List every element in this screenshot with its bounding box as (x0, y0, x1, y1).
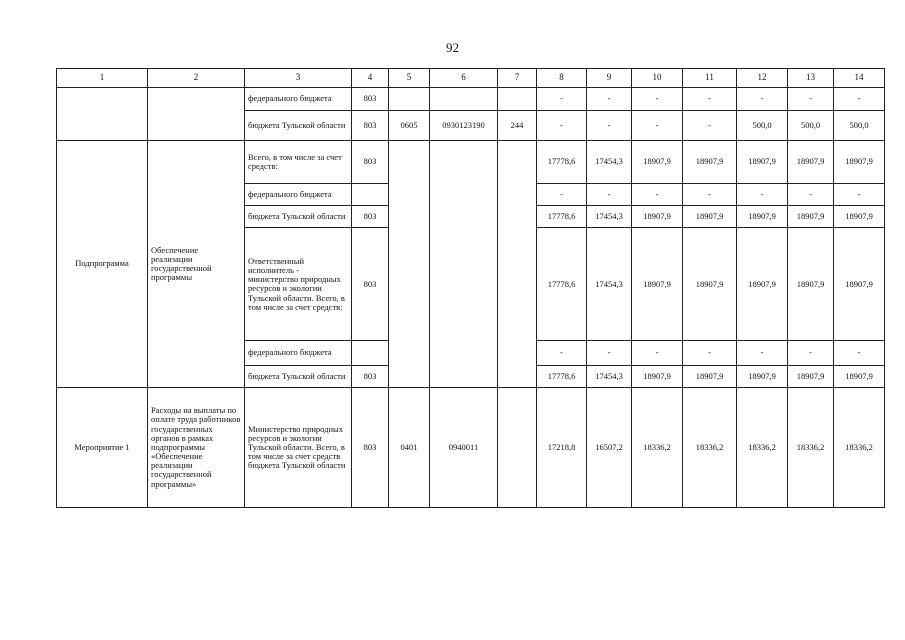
code-cell: 803 (352, 365, 389, 387)
value-cell: - (632, 88, 683, 110)
value-cell: 17454,3 (587, 206, 632, 228)
header-cell: 8 (537, 69, 587, 88)
value-cell: - (683, 110, 737, 140)
value-cell: - (587, 88, 632, 110)
value-cell: - (788, 341, 834, 365)
value-cell: 18907,9 (737, 365, 788, 387)
value-cell: 18907,9 (683, 141, 737, 184)
empty-cell (389, 141, 430, 388)
header-cell: 4 (352, 69, 389, 88)
header-cell: 14 (834, 69, 885, 88)
value-cell: 17454,3 (587, 365, 632, 387)
value-cell: 17778,6 (537, 141, 587, 184)
header-cell: 10 (632, 69, 683, 88)
value-cell: 16507,2 (587, 388, 632, 508)
header-cell: 9 (587, 69, 632, 88)
source-cell: Министерство природных ресурсов и экологии Тульской области. Всего, в том числе за счет средств бюджета Тульской области (245, 388, 352, 508)
value-cell: 18907,9 (834, 206, 885, 228)
code-cell: 803 (352, 206, 389, 228)
source-cell: бюджета Тульской области (245, 206, 352, 228)
value-cell: 18336,2 (834, 388, 885, 508)
value-cell: 17454,3 (587, 228, 632, 341)
item-type-cell: Подпрограмма (57, 141, 148, 388)
value-cell: - (834, 341, 885, 365)
code-cell (352, 183, 389, 205)
value-cell: 18907,9 (683, 206, 737, 228)
table-header-row (57, 69, 885, 88)
item-name-cell: Обеспечение реализации государственной программы (148, 141, 245, 388)
source-cell: бюджета Тульской области (245, 110, 352, 140)
header-cell: 1 (57, 69, 148, 88)
value-cell: - (587, 110, 632, 140)
header-cell: 6 (430, 69, 498, 88)
value-cell: 18907,9 (632, 228, 683, 341)
value-cell: 500,0 (788, 110, 834, 140)
value-cell: - (683, 183, 737, 205)
value-cell: 18907,9 (834, 228, 885, 341)
value-cell: - (537, 183, 587, 205)
value-cell: - (537, 341, 587, 365)
code-cell: 803 (352, 388, 389, 508)
value-cell: 18907,9 (788, 206, 834, 228)
code-cell: 244 (498, 110, 537, 140)
value-cell: 17778,6 (537, 206, 587, 228)
value-cell: 18907,9 (834, 141, 885, 184)
value-cell: - (834, 183, 885, 205)
code-cell: 803 (352, 141, 389, 184)
value-cell: - (587, 183, 632, 205)
value-cell: 18907,9 (737, 228, 788, 341)
value-cell: - (632, 341, 683, 365)
source-cell: федерального бюджета (245, 88, 352, 110)
header-cell: 3 (245, 69, 352, 88)
value-cell: 18907,9 (632, 365, 683, 387)
code-cell (389, 88, 430, 110)
value-cell: - (632, 110, 683, 140)
value-cell: 17218,8 (537, 388, 587, 508)
code-cell: 803 (352, 228, 389, 341)
code-cell (352, 341, 389, 365)
value-cell: - (683, 88, 737, 110)
empty-cell (57, 88, 148, 141)
value-cell: 17454,3 (587, 141, 632, 184)
header-cell: 7 (498, 69, 537, 88)
value-cell: 18907,9 (737, 206, 788, 228)
value-cell: - (537, 110, 587, 140)
value-cell: - (683, 341, 737, 365)
value-cell: 18907,9 (632, 141, 683, 184)
value-cell: 500,0 (834, 110, 885, 140)
value-cell: 18336,2 (737, 388, 788, 508)
empty-cell (498, 141, 537, 388)
code-cell (498, 88, 537, 110)
value-cell: 18907,9 (632, 206, 683, 228)
page-number: 92 (446, 40, 459, 55)
source-cell: федерального бюджета (245, 183, 352, 205)
table-row (57, 388, 885, 508)
value-cell: 18907,9 (737, 141, 788, 184)
value-cell: 18907,9 (683, 365, 737, 387)
table-row (57, 141, 885, 184)
code-cell: 0940011 (430, 388, 498, 508)
header-cell: 2 (148, 69, 245, 88)
value-cell: - (587, 341, 632, 365)
code-cell: 803 (352, 110, 389, 140)
source-cell: Всего, в том числе за счет средств: (245, 141, 352, 184)
table-row (57, 88, 885, 110)
empty-cell (148, 88, 245, 141)
value-cell: 18907,9 (834, 365, 885, 387)
value-cell: 17778,6 (537, 228, 587, 341)
code-cell: 803 (352, 88, 389, 110)
value-cell: 500,0 (737, 110, 788, 140)
value-cell: 18907,9 (683, 228, 737, 341)
value-cell: - (834, 88, 885, 110)
value-cell: 18336,2 (788, 388, 834, 508)
source-cell: федерального бюджета (245, 341, 352, 365)
header-cell: 12 (737, 69, 788, 88)
value-cell: 18907,9 (788, 365, 834, 387)
budget-table (56, 68, 885, 508)
value-cell: - (737, 341, 788, 365)
empty-cell (430, 141, 498, 388)
value-cell: - (788, 88, 834, 110)
header-cell: 11 (683, 69, 737, 88)
code-cell: 0930123190 (430, 110, 498, 140)
value-cell: - (737, 88, 788, 110)
code-cell: 0401 (389, 388, 430, 508)
value-cell: - (737, 183, 788, 205)
code-cell (498, 388, 537, 508)
value-cell: 18907,9 (788, 141, 834, 184)
source-cell: Ответственный исполнитель - министерство природных ресурсов и экологии Тульской области. Всего, в том числе за счет средств: (245, 228, 352, 341)
value-cell: 18336,2 (683, 388, 737, 508)
value-cell: 18336,2 (632, 388, 683, 508)
item-name-cell: Расходы на выплаты по оплате труда работников государственных органов в рамках подпрограммы «Обеспечение реализации государственной программы» (148, 388, 245, 508)
item-type-cell: Мероприятие 1 (57, 388, 148, 508)
code-cell: 0605 (389, 110, 430, 140)
value-cell: 17778,6 (537, 365, 587, 387)
code-cell (430, 88, 498, 110)
value-cell: - (537, 88, 587, 110)
header-cell: 5 (389, 69, 430, 88)
value-cell: 18907,9 (788, 228, 834, 341)
source-cell: бюджета Тульской области (245, 365, 352, 387)
value-cell: - (788, 183, 834, 205)
header-cell: 13 (788, 69, 834, 88)
value-cell: - (632, 183, 683, 205)
